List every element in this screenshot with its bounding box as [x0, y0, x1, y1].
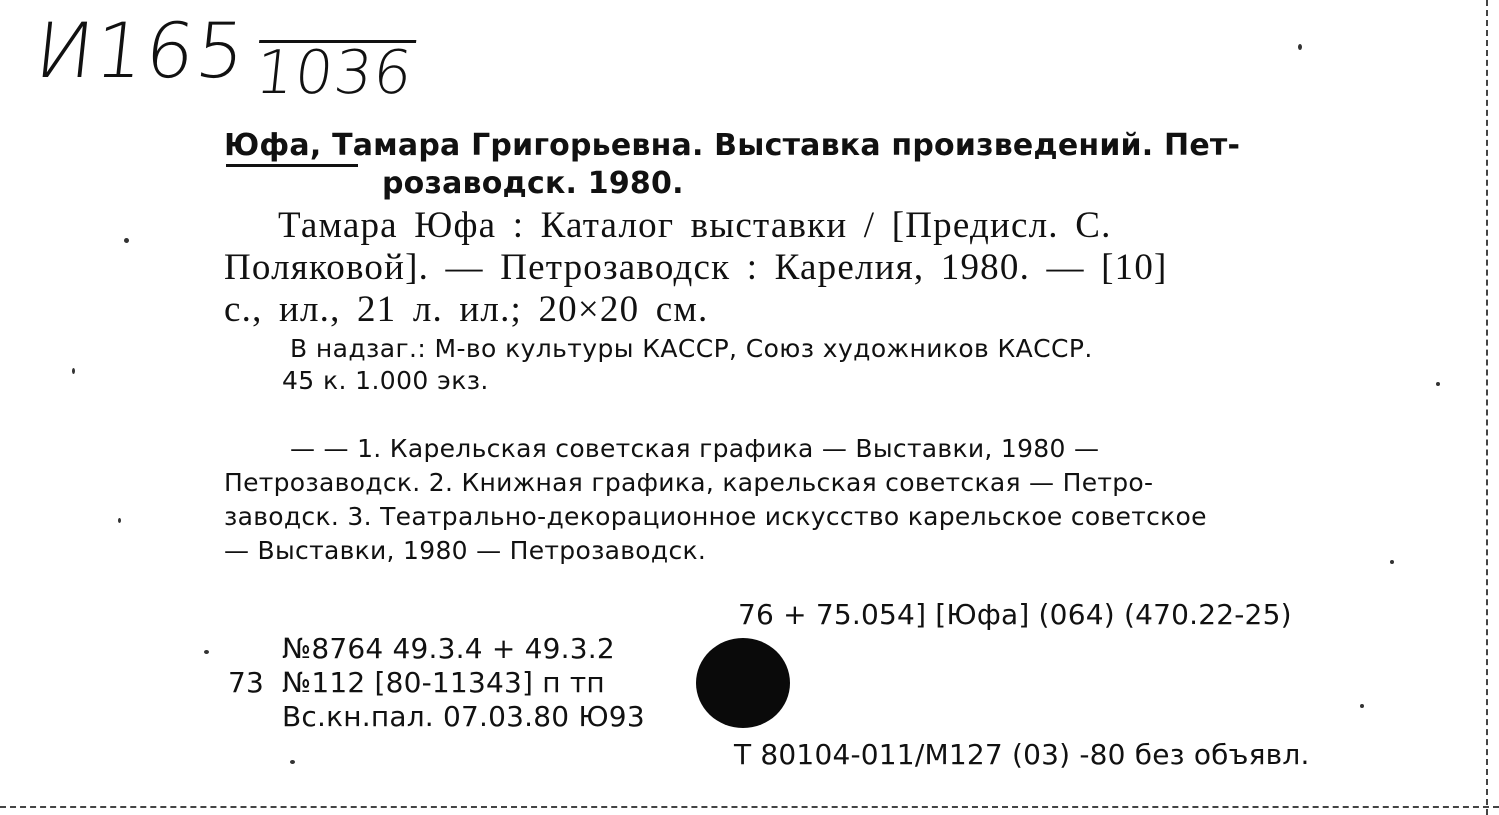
subject-line-1: — — 1. Карельская советская графика — Выставки, 1980 —: [290, 434, 1100, 463]
record-number: №112 [80-11343] п тп: [282, 666, 605, 699]
speck: [72, 368, 75, 374]
entry-heading-line-1: Юфа, Тамара Григорьевна. Выставка произведений. Пет-: [224, 128, 1241, 163]
speck: [118, 518, 121, 523]
entry-body-line-1: Тамара Юфа : Каталог выставки / [Предисл. С.: [278, 205, 1112, 246]
entry-body-line-3: с., ил., 21 л. ил.; 20×20 см.: [224, 289, 709, 330]
card-edge-right: [1486, 0, 1488, 815]
speck: [1436, 382, 1440, 386]
record-prefix: 73: [228, 666, 265, 699]
author-underline: [226, 164, 358, 167]
entry-body-line-2: Поляковой]. — Петрозаводск : Карелия, 1980. — [10]: [224, 247, 1168, 288]
speck: [1298, 44, 1302, 50]
subject-line-2: Петрозаводск. 2. Книжная графика, карельская советская — Петро-: [224, 468, 1154, 497]
subject-line-3: заводск. 3. Театрально-декорационное искусство карельское советское: [224, 502, 1207, 531]
book-chamber-stamp: Вс.кн.пал. 07.03.80 Ю93: [282, 700, 645, 733]
speck: [290, 760, 295, 764]
subject-line-4: — Выставки, 1980 — Петрозаводск.: [224, 536, 707, 565]
entry-heading-line-2: розаводск. 1980.: [382, 166, 684, 201]
bbk-code: №8764 49.3.4 + 49.3.2: [282, 632, 615, 665]
speck: [124, 238, 129, 243]
card-punch-hole: [696, 638, 790, 728]
card-edge-bottom: [0, 806, 1499, 808]
entry-note-line-2: 45 к. 1.000 экз.: [282, 366, 489, 395]
handwritten-sub-number: 1036: [252, 38, 417, 108]
speck: [1360, 704, 1364, 708]
udc-code: 76 + 75.054] [Юфа] (064) (470.22-25): [738, 598, 1292, 631]
price-code: Т 80104-011/М127 (03) -80 без объявл.: [734, 738, 1310, 771]
speck: [1390, 560, 1394, 564]
entry-note-line-1: В надзаг.: М-во культуры КАССР, Союз художников КАССР.: [290, 334, 1093, 363]
speck: [204, 650, 209, 654]
handwritten-call-number: И165: [31, 6, 252, 95]
